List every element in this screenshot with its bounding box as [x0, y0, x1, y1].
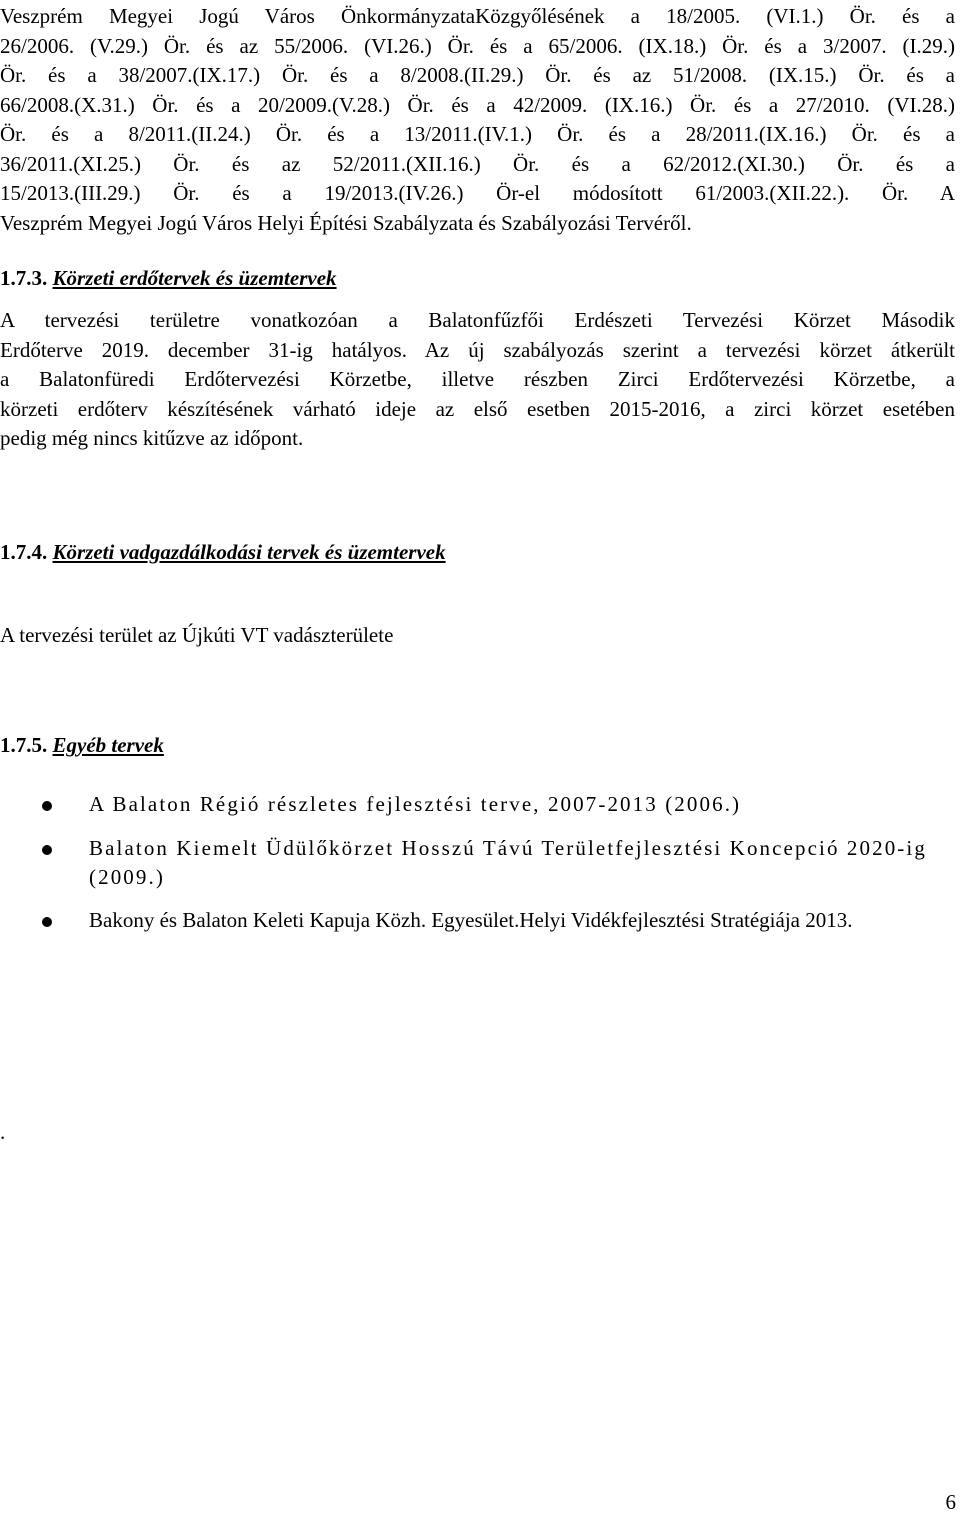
list-item-text: Balaton Kiemelt Üdülőkörzet Hosszú Távú Területfejlesztési Koncepció 2020-ig (2009.): [89, 835, 927, 889]
intro-paragraph: [0, 2, 955, 238]
section-1-7-4-paragraph: A tervezési terület az Újkúti VT vadászterülete: [0, 623, 394, 647]
list-item: [0, 834, 955, 893]
paragraph-line: körzeti erdőterv készítésének várható ideje az első esetben 2015-2016, a zirci körzet esetében: [0, 396, 955, 421]
list-item-text: Bakony és Balaton Keleti Kapuja Közh. Egyesület.Helyi Vidékfejlesztési Stratégiája 2013.: [89, 907, 853, 932]
section-heading-1-7-3: [0, 264, 337, 294]
intro-line: 36/2011.(XI.25.) Ör. és az 52/2011.(XII.16.) Ör. és a 62/2012.(XI.30.) Ör. és a: [0, 151, 955, 176]
section-title: Körzeti vadgazdálkodási tervek és üzemtervek: [52, 540, 446, 564]
section-number: 1.7.5.: [0, 733, 48, 757]
bullet-icon: [42, 917, 52, 927]
section-heading-1-7-4: [0, 538, 446, 568]
section-number: 1.7.4.: [0, 540, 48, 564]
intro-line: Veszprém Megyei Jogú Város Helyi Építési Szabályzata és Szabályozási Tervéről.: [0, 210, 692, 235]
intro-line: Ör. és a 8/2011.(II.24.) Ör. és a 13/2011.(IV.1.) Ör. és a 28/2011.(IX.16.) Ör. és a: [0, 122, 955, 146]
section-heading-1-7-5: [0, 731, 164, 761]
other-plans-list: [0, 790, 955, 935]
section-title: Egyéb tervek: [52, 733, 164, 757]
stray-dot: .: [0, 1120, 6, 1144]
section-1-7-3-paragraph: [0, 306, 955, 454]
intro-line: 26/2006. (V.29.) Ör. és az 55/2006. (VI.26.) Ör. és a 65/2006. (IX.18.) Ör. és a 3/2007. (I.29.): [0, 33, 955, 58]
section-title: Körzeti erdőtervek és üzemtervek: [52, 266, 337, 290]
intro-line: 15/2013.(III.29.) Ör. és a 19/2013.(IV.26.) Ör-el módosított 61/2003.(XII.22.). Ör. A: [0, 181, 955, 205]
list-item: [0, 790, 955, 820]
paragraph-line: a Balatonfüredi Erdőtervezési Körzetbe, illetve részben Zirci Erdőtervezési Körzetbe, a: [0, 367, 955, 391]
bullet-icon: [42, 801, 52, 811]
paragraph-line: pedig még nincs kitűzve az időpont.: [0, 426, 304, 450]
section-number: 1.7.3.: [0, 266, 48, 290]
paragraph-line: Erdőterve 2019. december 31-ig hatályos. Az új szabályozás szerint a tervezési körzet átkerült: [0, 337, 955, 362]
bullet-icon: [42, 845, 52, 855]
paragraph-line: A tervezési területre vonatkozóan a Balatonfűzfői Erdészeti Tervezési Körzet Második: [0, 308, 955, 332]
intro-line: Veszprém Megyei Jogú Város ÖnkormányzataKözgyőlésének a 18/2005. (VI.1.) Ör. és a: [0, 4, 955, 28]
list-item-text: A Balaton Régió részletes fejlesztési terve, 2007-2013 (2006.): [89, 792, 742, 816]
intro-line: 66/2008.(X.31.) Ör. és a 20/2009.(V.28.) Ör. és a 42/2009. (IX.16.) Ör. és a 27/2010. (VI.28.): [0, 92, 955, 117]
list-item: [0, 906, 955, 936]
intro-line: Ör. és a 38/2007.(IX.17.) Ör. és a 8/2008.(II.29.) Ör. és az 51/2008. (IX.15.) Ör. és a: [0, 63, 955, 87]
page-number: 6: [945, 1490, 956, 1514]
